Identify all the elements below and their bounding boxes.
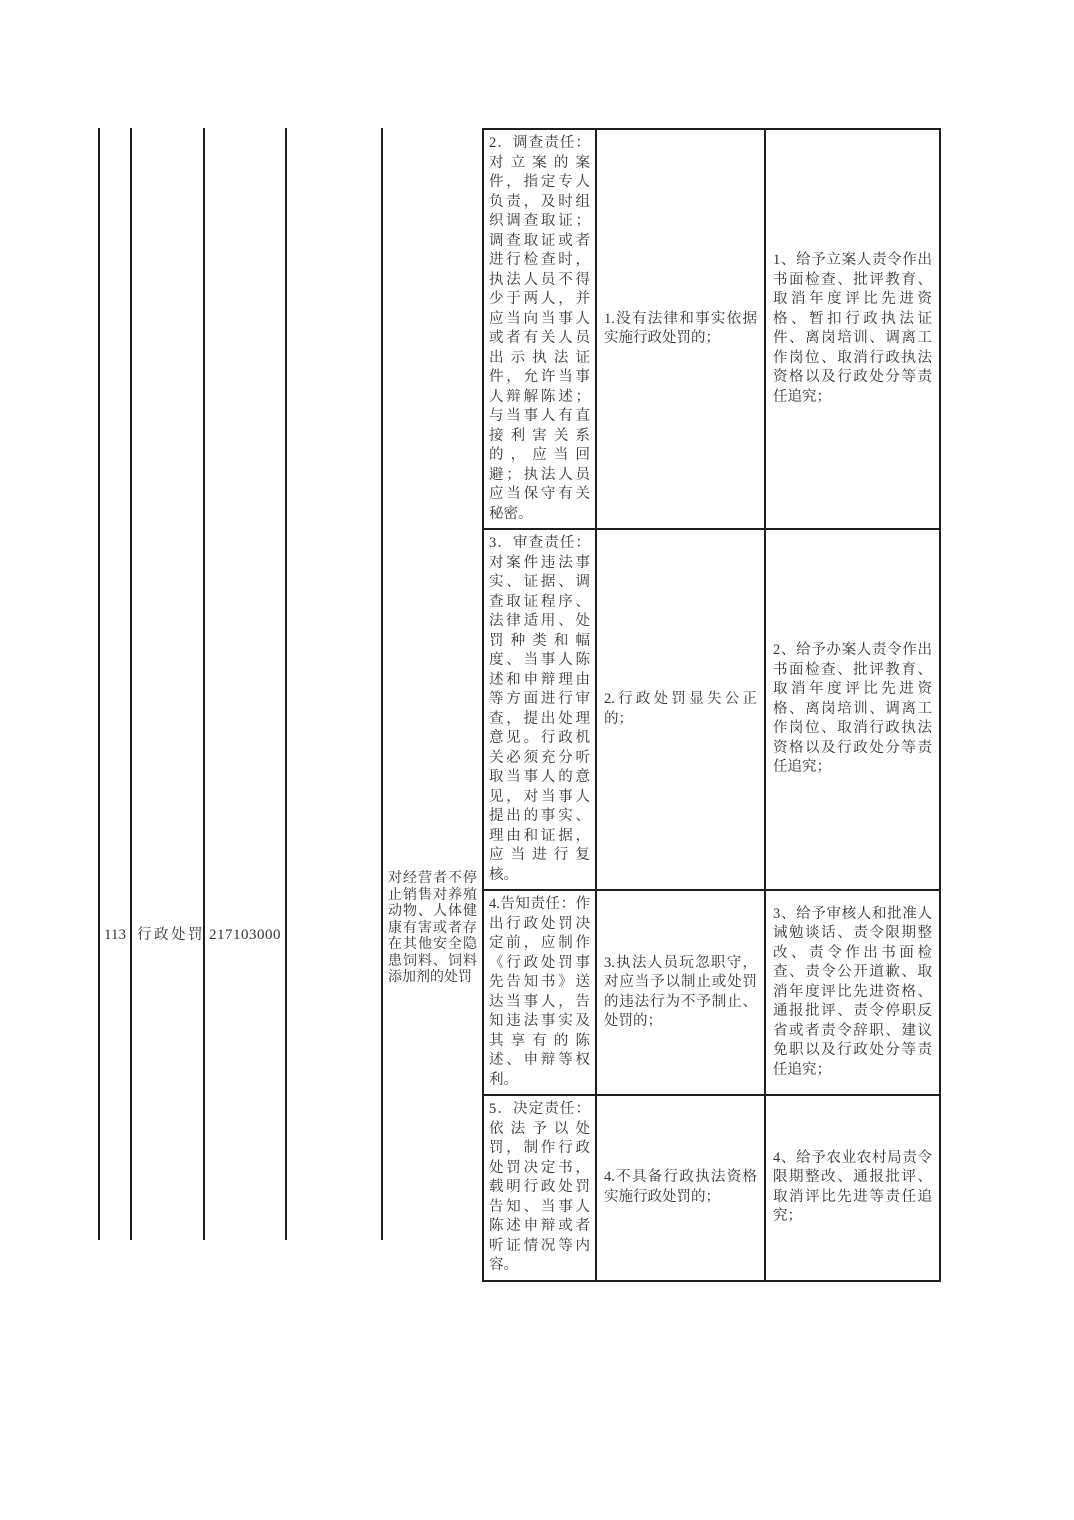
responsibility-table (98, 128, 941, 1273)
situation-cell: 4.不具备行政执法资格实施行政处罚的； (596, 1095, 765, 1281)
sequence-number: 113 (104, 927, 126, 943)
col-power-item (381, 128, 482, 1240)
situation-cell: 1.没有法律和事实依据实施行政处罚的； (596, 129, 765, 529)
table-row (483, 129, 940, 529)
power-code-text: 217103000 (209, 927, 281, 943)
accountability-cell: 2、给予办案人责令作出书面检查、批评教育、取消年度评比先进资格、离岗培训、调离工作岗位、取消行政执法资格以及行政处分等责任追究； (765, 529, 940, 890)
situation-cell: 3.执法人员玩忽职守，对应当予以制止或处罚的违法行为不予制止、处罚的； (596, 890, 765, 1095)
situation-cell: 2.行政处罚显失公正的； (596, 529, 765, 890)
col-power-code (203, 128, 285, 1240)
col-sequence (98, 128, 130, 1240)
table-row (483, 1095, 940, 1281)
duty-cell: 3．审查责任：对案件违法事实、证据、调查取证程序、法律适用、处罚种类和幅度、当事人陈述和申辩理由等方面进行审查，提出处理意见。行政机关必须充分听取当事人的意见，对当事人提出的事实、理由和证据，应当进行复核。 (483, 529, 596, 890)
duty-cell: 5．决定责任：依法予以处罚，制作行政处罚决定书，载明行政处罚告知、当事人陈述申辩或者听证情况等内容。 (483, 1095, 596, 1281)
accountability-cell: 4、给予农业农村局责令限期整改、通报批评、取消评比先进等责任追究； (765, 1095, 940, 1281)
duty-cell: 2．调查责任：对立案的案件，指定专人负责，及时组织调查取证；调查取证或者进行检查时，执法人员不得少于两人，并应当向当事人或者有关人员出示执法证件，允许当事人辩解陈述；与当事人有直接利害关系的，应当回避；执法人员应当保守有关秘密。 (483, 129, 596, 529)
col-empty (285, 128, 381, 1240)
col-power-type (130, 128, 203, 1240)
duty-accountability-block (482, 128, 941, 1282)
accountability-cell: 3、给予审核人和批准人诫勉谈话、责令限期整改、责令作出书面检查、责令公开道歉、取消年度评比先进资格、通报批评、责令停职反省或者责令辞职、建议免职以及行政处分等责任追究； (765, 890, 940, 1095)
table-row (483, 890, 940, 1095)
accountability-cell: 1、给予立案人责令作出书面检查、批评教育、取消年度评比先进资格、暂扣行政执法证件、离岗培训、调离工作岗位、取消行政执法资格以及行政处分等责任追究； (765, 129, 940, 529)
table-row (483, 529, 940, 890)
power-type-text: 行政处罚 (137, 927, 205, 943)
power-item-text: 对经营者不停止销售对养殖动物、人体健康有害或者存在其他安全隐患饲料、饲料添加剂的处罚 (388, 871, 477, 985)
duty-cell: 4.告知责任：作出行政处罚决定前，应制作《行政处罚事先告知书》送达当事人，告知违法事实及其享有的陈述、申辩等权利。 (483, 890, 596, 1095)
